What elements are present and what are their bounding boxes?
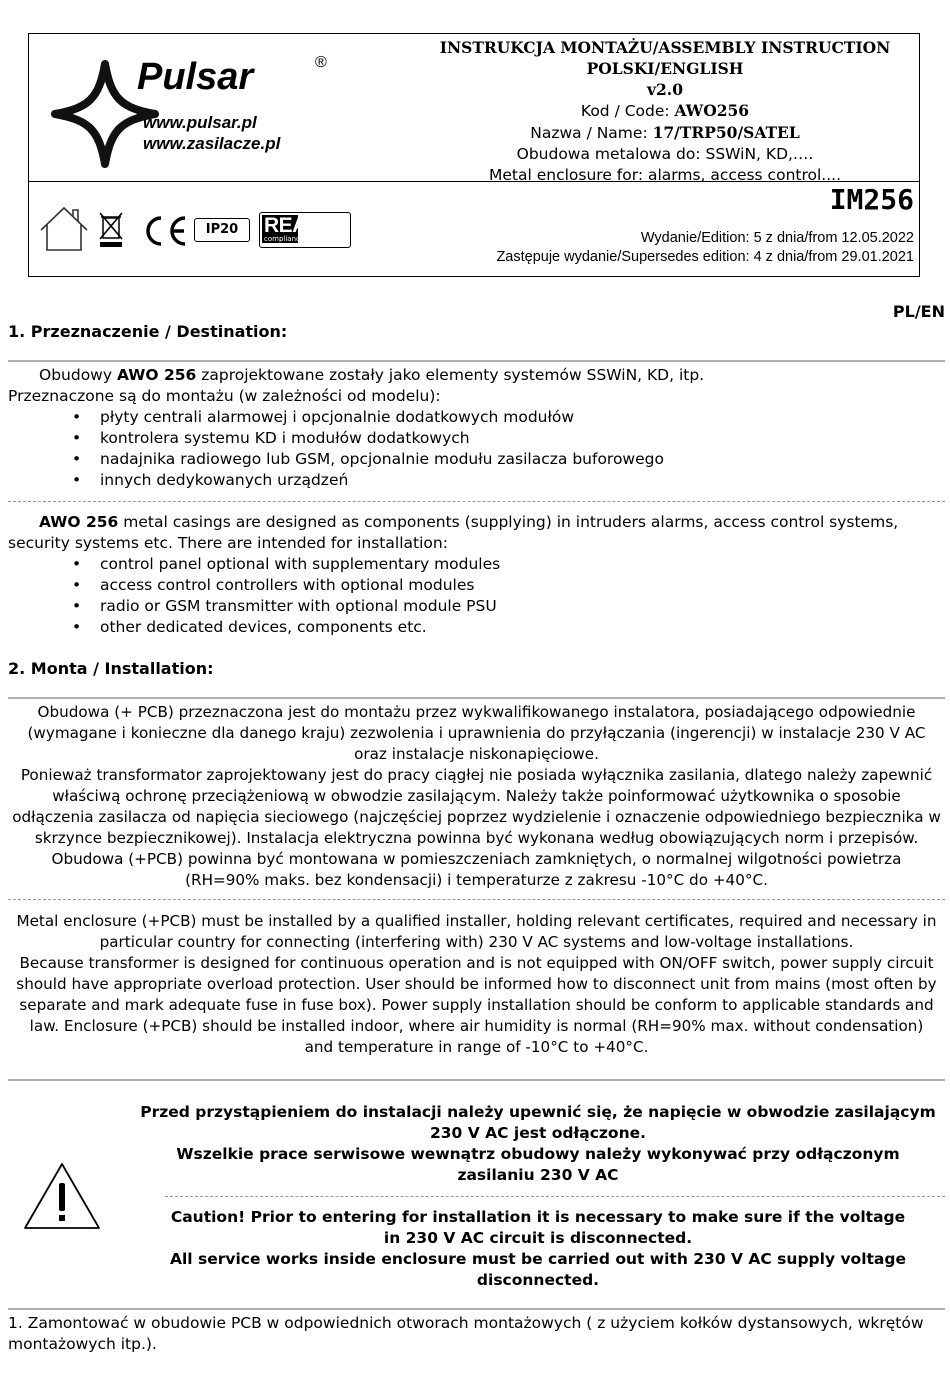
header-name-value: 17/TRP50/SATEL [652, 123, 800, 142]
section-1-title: 1. Przeznaczenie / Destination: [8, 322, 288, 341]
text-line: Because transformer is designed for continuous operation and is not equipped with ON/OFF switch, power supply circuit [19, 954, 934, 972]
text-line: Obudowa (+ PCB) przeznaczona jest do montażu przez wykwalifikowanego instalatora, posiadającego odpowiednie [37, 703, 916, 721]
pl-intro: Obudowy AWO 256 zaprojektowane zostały jako elementy systemów SSWiN, KD, itp. [39, 366, 705, 384]
dashed-divider [8, 899, 945, 900]
text-line: montażowych itp.). [8, 1335, 157, 1353]
warning-line: Przed przystąpieniem do instalacji należy upewnić się, że napięcie w obwodzie zasilającym [140, 1103, 936, 1121]
reach-badge [259, 212, 351, 248]
warning-line: All service works inside enclosure must be carried out with 230 V AC supply voltage [169, 1250, 906, 1268]
text-line: oraz instalacje niskonapięciowe. [354, 745, 599, 763]
reach-text: REACH [264, 214, 337, 237]
warning-line: Caution! Prior to entering for installation it is necessary to make sure if the voltage [170, 1208, 906, 1226]
header-name: Nazwa / Name: 17/TRP50/SATEL [530, 123, 800, 142]
text-line: (RH=90% maks. bez kondensacji) i temperaturze z zakresu -10°C do +40°C. [185, 871, 768, 889]
warning-top-rule [8, 1079, 945, 1081]
logo-url-1: www.pulsar.pl [143, 113, 257, 132]
supersedes-line: Zastępuje wydanie/Supersedes edition: 4 z dnia/from 29.01.2021 [496, 249, 914, 265]
warning-en [130, 1207, 946, 1291]
warning-bottom-rule [8, 1308, 945, 1310]
text-line: Ponieważ transformator zaprojektowany jest do pracy ciągłej nie posiada wyłącznika zasilania, dlatego należy zapewnić [20, 766, 933, 784]
text-line: separate and mark adequate fuse in fuse box). Power supply installation should be conform to applicable standards and [19, 996, 934, 1014]
edition-line: Wydanie/Edition: 5 z dnia/from 12.05.2022 [640, 230, 914, 246]
list-item: • innych dedykowanych urządzeń [0, 470, 945, 491]
list-item: • radio or GSM transmitter with optional module PSU [0, 596, 945, 617]
header-title-1: INSTRUKCJA MONTAŻU/ASSEMBLY INSTRUCTION [439, 38, 891, 57]
text-line: should have appropriate overload protection. User should be informed how to disconnect unit from mains (most often by [16, 975, 937, 993]
pl-intro-2: Przeznaczone są do montażu (w zależności od modelu): [8, 387, 441, 405]
indoor-house-icon [37, 204, 91, 254]
text-line: particular country for connecting (interfering with) 230 V AC systems and low-voltage installations. [99, 933, 854, 951]
list-item: • nadajnika radiowego lub GSM, opcjonalnie modułu zasilacza buforowego [0, 449, 945, 470]
text-line: (wymagane i konieczne dla danego kraju) zezwolenia i uprawnienia do przyłączania (ingerencji) w instalacje 230 V AC [27, 724, 926, 742]
pl-list [0, 407, 945, 491]
text-line: Metal enclosure (+PCB) must be installed by a qualified installer, holding relevant certificates, required and necessary in [16, 912, 937, 930]
section-2-pl [8, 702, 945, 891]
ip20-badge: IP20 [194, 218, 250, 242]
warning-line: disconnected. [476, 1271, 600, 1289]
header-divider [29, 181, 919, 182]
registered-mark: ® [315, 54, 327, 71]
list-item: • kontrolera systemu KD i modułów dodatkowych [0, 428, 945, 449]
text-line: and temperature in range of -10°C to +40°C. [304, 1038, 649, 1056]
text-line: 1. Zamontować w obudowie PCB w odpowiednich otworach montażowych ( z użyciem kołków dystansowych, wkrętów [8, 1314, 924, 1332]
warning-line: zasilaniu 230 V AC [457, 1166, 619, 1184]
warning-line: 230 V AC jest odłączone. [429, 1124, 647, 1142]
en-intro: AWO 256 metal casings are designed as components (supplying) in intruders alarms, access control systems, [39, 513, 899, 531]
section-2-en [8, 911, 945, 1058]
text-line: skrzynce bezpiecznikowej). Instalacja elektryczna powinna być wykonana według obowiązujących norm i przepisów. [34, 829, 919, 847]
logo-brand: Pulsar [137, 56, 254, 98]
logo-url-2: www.zasilacze.pl [143, 134, 281, 153]
list-item: • control panel optional with supplementary modules [0, 554, 945, 575]
warning-line: Wszelkie prace serwisowe wewnątrz obudowy należy wykonywać przy odłączonym [176, 1145, 900, 1163]
language-tag: PL/EN [892, 302, 945, 321]
list-item: • płyty centrali alarmowej i opcjonalnie dodatkowych modułów [0, 407, 945, 428]
section-2-rule [8, 697, 945, 699]
document-id: IM256 [829, 183, 914, 216]
warning-triangle-icon [22, 1161, 102, 1231]
list-item: • access control controllers with optional modules [0, 575, 945, 596]
en-intro-2: security systems etc. There are intended for installation: [8, 534, 448, 552]
warning-divider [165, 1196, 945, 1197]
ce-mark-icon [143, 214, 191, 248]
reach-sub: compliance [264, 235, 305, 243]
text-line: law. Enclosure (+PCB) should be installed indoor, where air humidity is normal (RH=90% max. without condensation) [29, 1017, 924, 1035]
section-2-title: 2. Monta / Installation: [8, 659, 214, 678]
dashed-divider [8, 501, 945, 502]
section-1-pl [8, 365, 945, 491]
header-subtitle-en: Metal enclosure for: alarms, access control.... [489, 166, 841, 184]
text-line: właściwą ochronę przeciążeniową w obwodzie zasilającym. Należy także poinformować użytkownika o sposobie [52, 787, 901, 805]
list-item: • other dedicated devices, components etc. [0, 617, 945, 638]
section-1-en [8, 512, 945, 638]
section-1-rule [8, 360, 945, 362]
text-line: Obudowa (+PCB) powinna być montowana w pomieszczeniach zamkniętych, o normalnej wilgotności powietrza [51, 850, 902, 868]
warning-line: in 230 V AC circuit is disconnected. [383, 1229, 693, 1247]
document-header [28, 33, 920, 277]
en-list [0, 554, 945, 638]
warning-pl [130, 1102, 946, 1186]
header-title-2: POLSKI/ENGLISH [586, 59, 744, 78]
header-version: v2.0 [647, 80, 683, 99]
text-line: odłączenia zasilacza od napięcia sieciowego (najczęściej poprzez wydzielenie i oznaczenie odpowiedniego bezpiecznika w [12, 808, 941, 826]
edition-info [496, 229, 914, 267]
header-code: Kod / Code: AWO256 [580, 101, 750, 120]
weee-bin-icon [97, 210, 125, 250]
header-code-value: AWO256 [674, 101, 750, 120]
step-1 [8, 1313, 945, 1355]
header-title-block [419, 37, 911, 186]
header-subtitle-pl: Obudowa metalowa do: SSWiN, KD,…. [516, 145, 814, 163]
